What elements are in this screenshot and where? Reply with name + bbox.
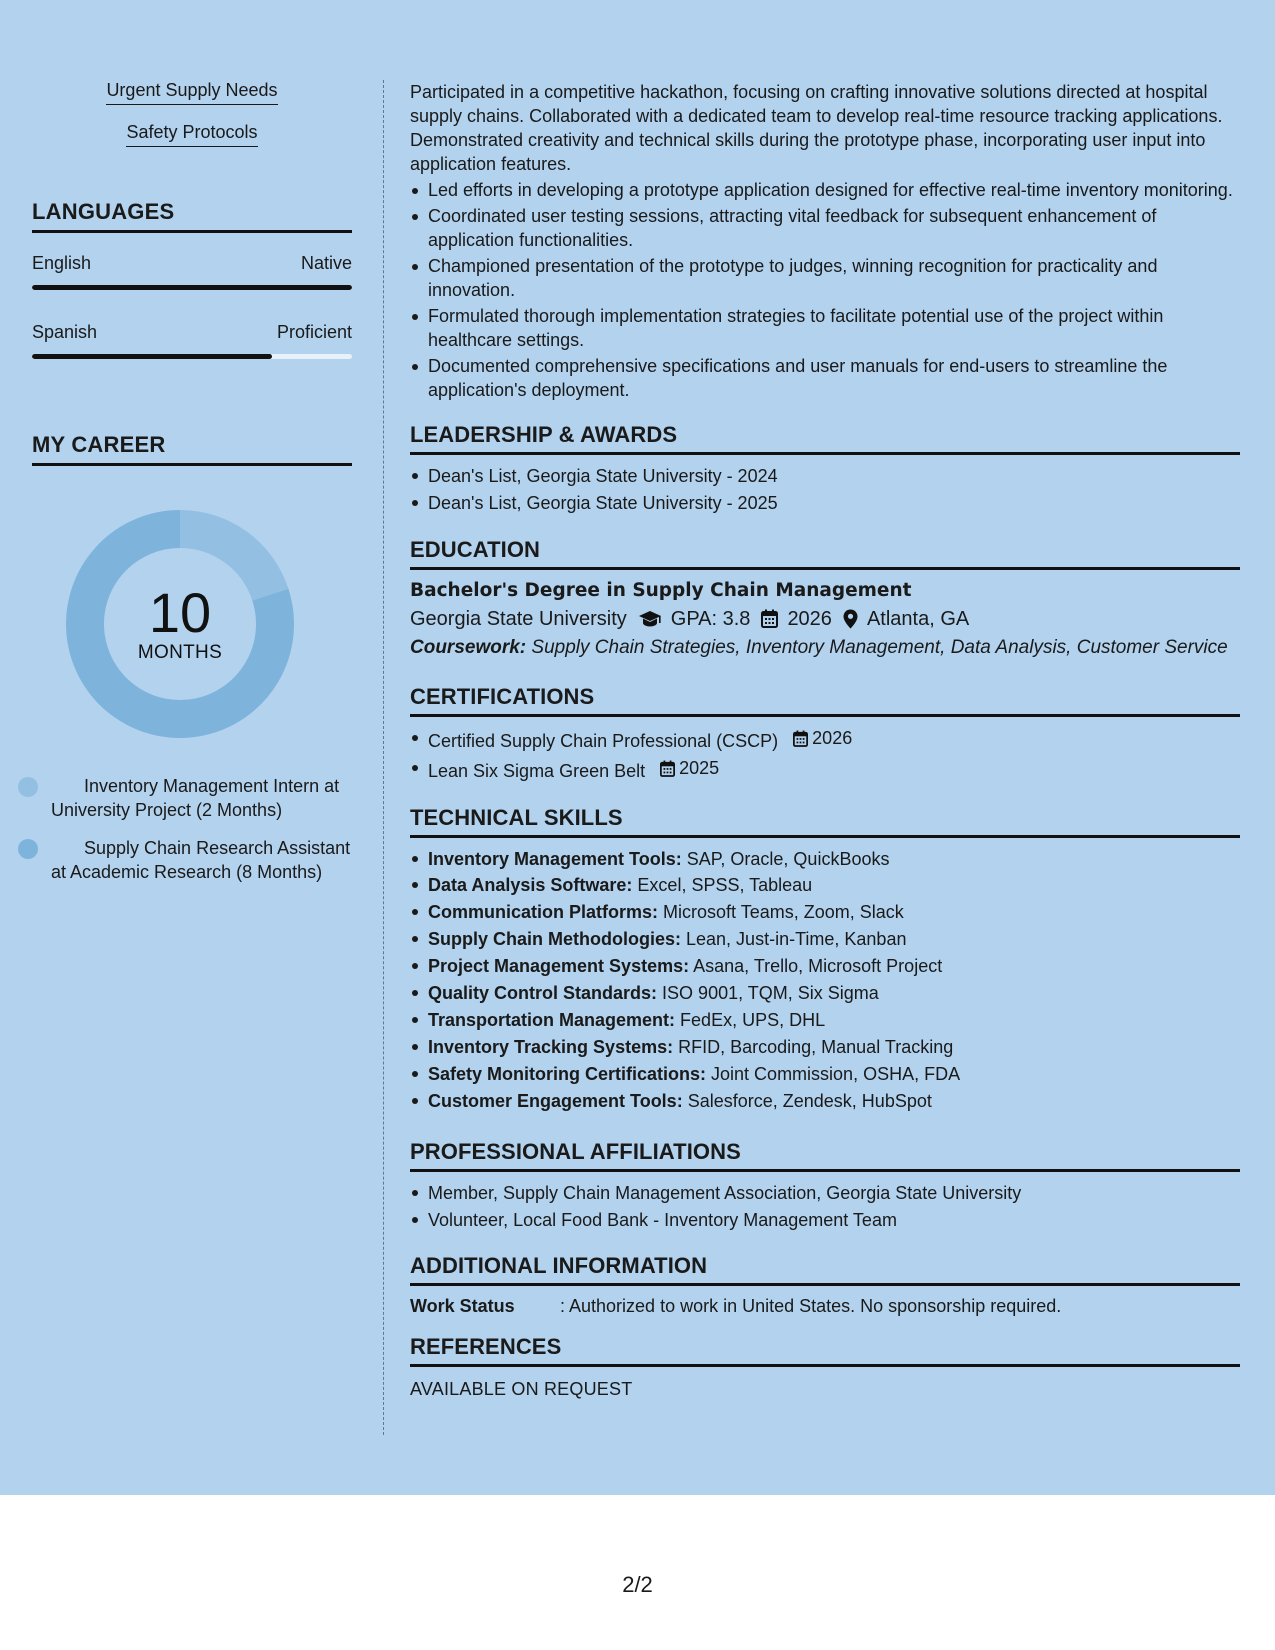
additional-info-heading: ADDITIONAL INFORMATION — [410, 1253, 1240, 1286]
work-status-label: Work Status — [410, 1296, 515, 1317]
graduation-cap-icon — [638, 610, 662, 628]
skill-item — [410, 872, 1240, 899]
language-item — [32, 322, 352, 359]
skill-item — [410, 953, 1240, 980]
column-divider — [383, 80, 384, 1435]
skill-label: Quality Control Standards: — [428, 983, 658, 1004]
sidebar — [32, 80, 352, 884]
references-text: AVAILABLE ON REQUEST — [410, 1379, 633, 1400]
career-donut-chart — [66, 510, 294, 738]
skill-item — [410, 1061, 1240, 1088]
career-legend-item — [51, 836, 352, 884]
skill-item — [410, 1034, 1240, 1061]
skill-value: Salesforce, Zendesk, HubSpot — [687, 1090, 932, 1111]
list-item: Coordinated user testing sessions, attracting vital feedback for subsequent enhancement of application functionalities. — [410, 204, 1240, 252]
graduation-year: 2026 — [787, 607, 832, 630]
skill-value: Asana, Trello, Microsoft Project — [693, 956, 943, 977]
skill-item — [410, 926, 1240, 953]
skill-value: SAP, Oracle, QuickBooks — [686, 848, 890, 869]
list-item: Volunteer, Local Food Bank - Inventory Management Team — [410, 1207, 1240, 1234]
skill-label: Transportation Management: — [428, 1009, 676, 1030]
list-item: Championed presentation of the prototype to judges, winning recognition for practicality and innovation. — [410, 254, 1240, 302]
skill-label: Inventory Tracking Systems: — [428, 1036, 674, 1057]
skill-label: Supply Chain Methodologies: — [428, 929, 681, 950]
coursework-list: Supply Chain Strategies, Inventory Management, Data Analysis, Customer Service — [531, 636, 1228, 658]
skills-heading: TECHNICAL SKILLS — [410, 805, 1240, 838]
career-legend-label: Inventory Management Intern at University Project (2 Months) — [51, 776, 340, 820]
language-item — [32, 253, 352, 290]
career-total-number: 10 — [148, 581, 212, 644]
skill-value: RFID, Barcoding, Manual Tracking — [678, 1036, 954, 1057]
focus-area-link[interactable]: Urgent Supply Needs — [106, 80, 277, 105]
affiliations-heading: PROFESSIONAL AFFILIATIONS — [410, 1139, 1240, 1172]
experience-summary: Participated in a competitive hackathon, focusing on crafting innovative solutions directed at hospital supply chains. Collaborated with a dedicated team to develop real-time resource tracking applications. Demonstrated creativity and technical skills during the prototype phase, incorporating user input into application features. — [410, 82, 1223, 174]
calendar-icon — [761, 609, 778, 628]
coursework-label: Coursework: — [410, 636, 527, 658]
coursework — [410, 636, 1240, 660]
skills-list — [410, 846, 1240, 1115]
skill-value: Microsoft Teams, Zoom, Slack — [663, 902, 904, 923]
list-item: Led efforts in developing a prototype application designed for effective real-time inventory monitoring. — [410, 178, 1240, 202]
cert-date — [793, 725, 852, 752]
location: Atlanta, GA — [866, 607, 970, 630]
calendar-icon — [660, 760, 675, 777]
skill-label: Project Management Systems: — [428, 956, 690, 977]
legend-dot-icon — [18, 777, 38, 797]
list-item: Member, Supply Chain Management Association, Georgia State University — [410, 1180, 1240, 1207]
cert-name: Certified Supply Chain Professional (CSCP) — [428, 730, 779, 751]
skill-value: Excel, SPSS, Tableau — [637, 875, 813, 896]
school-name: Georgia State University — [410, 607, 627, 630]
main-content — [410, 80, 1240, 1400]
leadership-list — [410, 463, 1240, 517]
leadership-heading: LEADERSHIP & AWARDS — [410, 422, 1240, 455]
skill-item — [410, 899, 1240, 926]
location-pin-icon — [843, 609, 858, 629]
skill-label: Inventory Management Tools: — [428, 848, 682, 869]
education-details — [410, 604, 1240, 634]
list-item — [410, 755, 1240, 785]
career-total-unit: MONTHS — [137, 642, 223, 663]
certifications-heading: CERTIFICATIONS — [410, 684, 1240, 717]
list-item: Formulated thorough implementation strategies to facilitate potential use of the project within healthcare settings. — [410, 304, 1240, 352]
list-item: Dean's List, Georgia State University - 2024 — [410, 463, 1240, 490]
language-bar — [32, 354, 352, 359]
career-legend-item — [51, 774, 352, 822]
language-name: Spanish — [32, 322, 98, 342]
work-status-row — [410, 1294, 1240, 1318]
cert-name: Lean Six Sigma Green Belt — [428, 760, 646, 781]
certifications-list — [410, 725, 1240, 785]
languages-heading: LANGUAGES — [32, 199, 352, 233]
list-item: Dean's List, Georgia State University - 2025 — [410, 490, 1240, 517]
language-name: English — [32, 253, 92, 273]
career-legend — [32, 774, 352, 884]
focus-area-link[interactable]: Safety Protocols — [126, 122, 257, 147]
affiliations-list — [410, 1180, 1240, 1234]
calendar-icon — [793, 730, 808, 747]
experience-bullets — [410, 178, 1240, 402]
language-bar — [32, 285, 352, 290]
skill-label: Data Analysis Software: — [428, 875, 633, 896]
cert-year: 2025 — [679, 757, 720, 778]
degree-title: Bachelor's Degree in Supply Chain Management — [410, 579, 912, 601]
cert-year: 2026 — [812, 727, 853, 748]
career-heading: MY CAREER — [32, 432, 352, 466]
language-bar-fill — [32, 354, 272, 359]
skill-item — [410, 1088, 1240, 1115]
skill-value: FedEx, UPS, DHL — [680, 1009, 826, 1030]
list-item: Documented comprehensive specifications and user manuals for end-users to streamline the application's deployment. — [410, 354, 1240, 402]
skill-value: Lean, Just-in-Time, Kanban — [686, 929, 907, 950]
skill-label: Communication Platforms: — [428, 902, 659, 923]
skill-label: Safety Monitoring Certifications: — [428, 1063, 707, 1084]
skill-item — [410, 980, 1240, 1007]
legend-dot-icon — [18, 839, 38, 859]
page-number: 2/2 — [622, 1572, 653, 1597]
skill-label: Customer Engagement Tools: — [428, 1090, 683, 1111]
language-level: Native — [300, 253, 352, 273]
skill-value: Joint Commission, OSHA, FDA — [711, 1063, 961, 1084]
work-status-value: : Authorized to work in United States. No sponsorship required. — [560, 1296, 1062, 1317]
education-heading: EDUCATION — [410, 537, 1240, 570]
skill-item — [410, 846, 1240, 873]
list-item — [410, 725, 1240, 755]
gpa: GPA: 3.8 — [670, 607, 751, 630]
skill-value: ISO 9001, TQM, Six Sigma — [662, 983, 879, 1004]
cert-date — [660, 755, 719, 782]
references-heading: REFERENCES — [410, 1334, 1240, 1367]
career-legend-label: Supply Chain Research Assistant at Academic Research (8 Months) — [51, 838, 351, 882]
skill-item — [410, 1007, 1240, 1034]
language-bar-fill — [32, 285, 352, 290]
language-level: Proficient — [276, 322, 352, 342]
